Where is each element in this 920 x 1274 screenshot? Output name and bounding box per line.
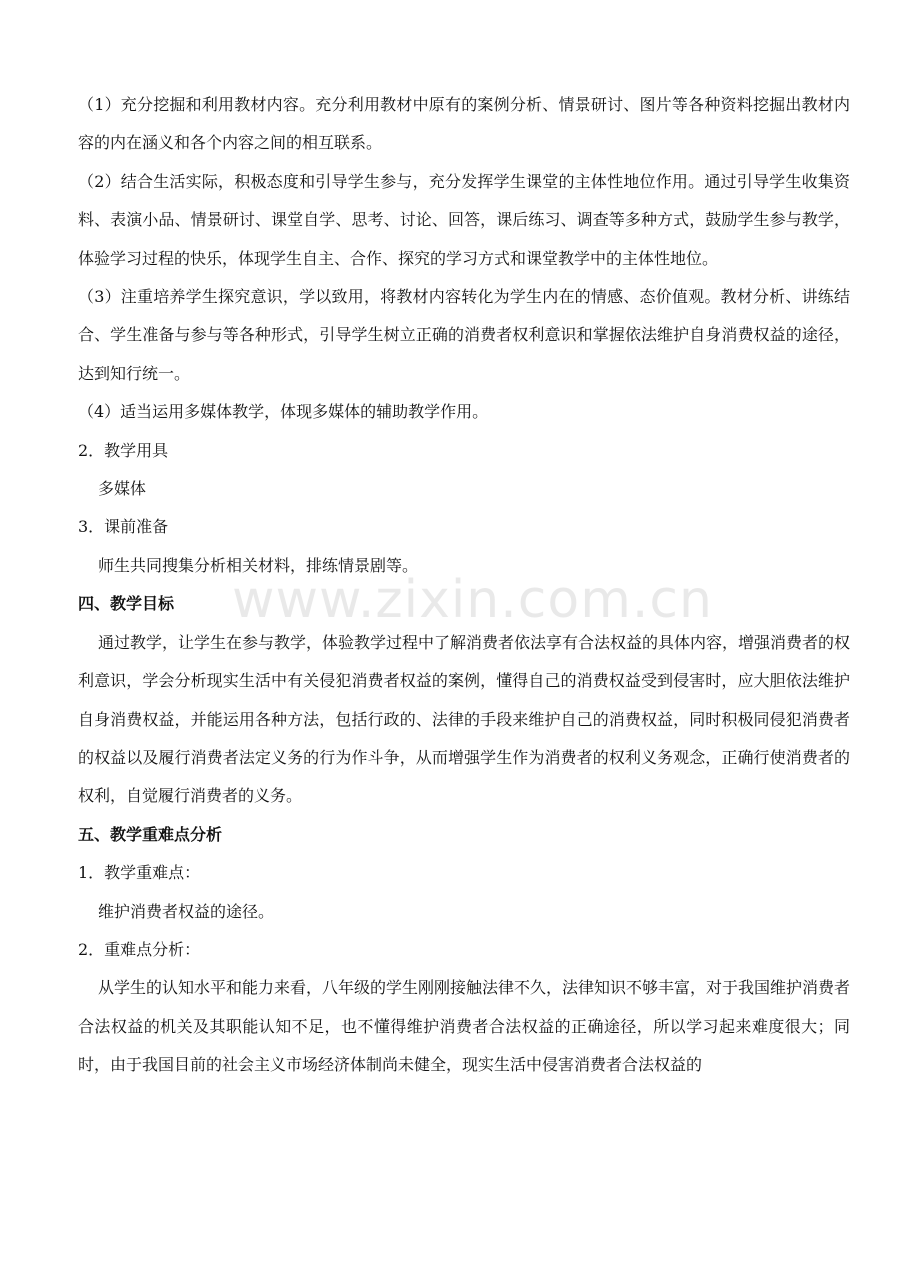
paragraph-teaching-goals: 通过教学，让学生在参与教学，体验教学过程中了解消费者依法享有合法权益的具体内容，增强消费者的权利意识，学会分析现实生活中有关侵犯消费者权益的案例，懂得自己的消费权益受到侵害时，应大胆依法维护自身消费权益，并能运用各种方法，包括行政的、法律的手段来维护自己的消费权益，同时积极同侵犯消费者的权益以及履行消费者法定义务的行为作斗争，从而增强学生作为消费者的权利义务观念，正确行使消费者的权利，自觉履行消费者的义务。 — [78, 632, 851, 806]
heading-key-difficulties: 五、教学重难点分析 — [78, 824, 223, 844]
item-key-points-body: 维护消费者权益的途径。 — [98, 901, 275, 921]
paragraph-method-3: （3）注重培养学生探究意识，学以致用，将教材内容转化为学生内在的情感、态价值观。教材分析、讲练结合、学生准备与参与等各种形式，引导学生树立正确的消费者权利意识和掌握依法维护自身消费权益的途径，达到知行统一。 — [78, 287, 850, 383]
document-page — [78, 86, 850, 1085]
paragraph-method-1: （1）充分挖掘和利用教材内容。充分利用教材中原有的案例分析、情景研讨、图片等各种资料挖掘出教材内容的内在涵义和各个内容之间的相互联系。 — [78, 95, 850, 153]
section-teaching-tools-title: 2．教学用具 — [78, 440, 169, 460]
paragraph-method-4: （4）适当运用多媒体教学，体现多媒体的辅助教学作用。 — [78, 402, 489, 422]
paragraph-method-2: （2）结合生活实际，积极态度和引导学生参与，充分发挥学生课堂的主体性地位作用。通过引导学生收集资料、表演小品、情景研讨、课堂自学、思考、讨论、回答，课后练习、调查等多种方式，鼓励学生参与教学，体验学习过程的快乐，体现学生自主、合作、探究的学习方式和课堂教学中的主体性地位。 — [78, 171, 850, 268]
section-preparation-body: 师生共同搜集分析相关材料，排练情景剧等。 — [98, 555, 419, 575]
item-analysis-body: 从学生的认知水平和能力来看，八年级的学生刚刚接触法律不久，法律知识不够丰富，对于我国维护消费者合法权益的机关及其职能认知不足，也不懂得维护消费者合法权益的正确途径，所以学习起来难度很大；同时，由于我国目前的社会主义市场经济体制尚未健全，现实生活中侵害消费者合法权益的 — [78, 978, 851, 1075]
section-teaching-tools-body: 多媒体 — [98, 479, 147, 499]
item-key-points-title: 1．教学重难点： — [78, 863, 201, 883]
item-analysis-title: 2．重难点分析： — [78, 939, 201, 959]
section-preparation-title: 3．课前准备 — [78, 517, 169, 537]
heading-teaching-goals: 四、教学目标 — [78, 594, 175, 614]
watermark: www.zixin.com.cn — [232, 570, 713, 630]
